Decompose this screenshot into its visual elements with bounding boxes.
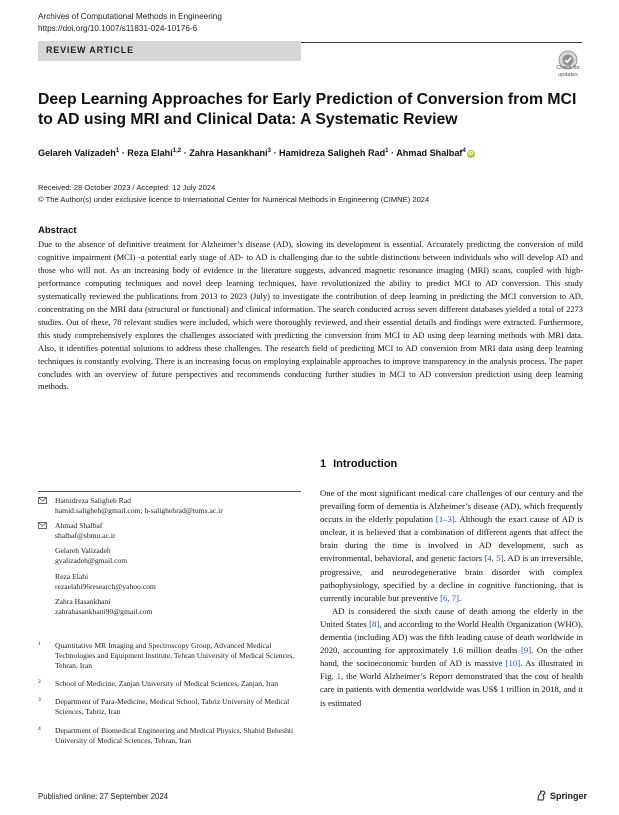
contact-entry (38, 496, 300, 516)
author-name[interactable]: Ahmad Shalbaf (396, 148, 463, 159)
contact-email[interactable]: rezaelahi96research@yahoo.com (55, 581, 156, 591)
orcid-icon[interactable]: iD (468, 151, 474, 158)
published-online-date: Published online: 27 September 2024 (38, 792, 169, 801)
paragraph-text: . As illustrated in Fig. (320, 658, 583, 682)
paragraph-text: One of the most significant medical care challenges of our century and the prevailing form of dementia is Alzheimer’s disease (AD), which frequently occurs in the elderly population (320, 488, 583, 525)
received-accepted-dates: Received: 28 October 2023 / Accepted: 12 July 2024 (38, 183, 216, 192)
citation-link[interactable]: [9] (520, 645, 532, 656)
author-separator: · (183, 148, 187, 159)
paragraph (320, 487, 583, 605)
crossmark-label-line2: updates (558, 71, 578, 78)
author-name[interactable]: Gelareh Valizadeh (38, 148, 116, 159)
paragraph-text: . (458, 592, 462, 603)
citation-link[interactable]: [4, 5] (484, 553, 504, 564)
publisher-logo (536, 790, 587, 801)
publisher-name: Springer (550, 791, 588, 801)
affiliation-entry (38, 641, 300, 671)
journal-header (38, 11, 222, 35)
figure-link[interactable]: 1 (336, 671, 342, 682)
contact-name: Gelareh Valizadeh (55, 546, 111, 556)
article-type-label: REVIEW ARTICLE (46, 45, 134, 55)
affiliation-text: Quantitative MR Imaging and Spectroscopy Group, Advanced Medical Technologies and Equipment Institute, Tehran University of Medical Sciences, Tehran, Iran (55, 641, 295, 671)
citation-link[interactable]: [10] (505, 658, 521, 669)
section-title: Introduction (333, 458, 398, 470)
affiliation-text: School of Medicine, Zanjan University of Medical Sciences, Zanjan, Iran (55, 679, 279, 689)
envelope-icon (38, 522, 47, 529)
paragraph-text: . AD is an irreversible, progressive, and neurodegenerative brain disorder with complex pathophysiology, specified by a decline in cognitive functioning, that is currently incurable but preventive (320, 553, 583, 603)
affiliation-text: Department of Biomedical Engineering and Medical Physics, Shahid Beheshti University of Medical Sciences, Tehran, Iran (55, 725, 294, 745)
contact-name: Ahmad Shalbaf (55, 521, 103, 531)
affiliation-entry (38, 697, 300, 717)
introduction-body (320, 487, 583, 710)
citation-link[interactable]: [1–3] (435, 514, 455, 525)
article-title: Deep Learning Approaches for Early Prediction of Conversion from MCI to AD using MRI and Clinical Data: A Systematic Review (38, 91, 577, 128)
contact-name: Hamidreza Saligheh Rad (55, 496, 131, 505)
abstract-heading: Abstract (38, 225, 77, 236)
citation-link[interactable]: [8] (369, 618, 380, 629)
contact-email[interactable]: hamid.saligheh@gmail.com; h-salighehrad@tums.ac.ir (55, 506, 223, 516)
author-list (38, 148, 583, 158)
author-affil-num: 1 (115, 148, 120, 154)
section-heading (320, 458, 397, 470)
contact-entry (38, 546, 300, 566)
paragraph-text: AD is considered the sixth cause of death among the elderly in the United States (320, 605, 583, 629)
author-separator: · (391, 148, 395, 159)
author-affil-num: 1,2 (172, 148, 182, 154)
contact-email[interactable]: zahrahasankhani90@gmail.com (55, 606, 153, 616)
affiliation-number: 1 (38, 641, 41, 647)
crossmark-label-line1: Check for (556, 65, 580, 71)
contact-entry (38, 521, 300, 541)
contact-name: Zahra Hasankhani (55, 596, 111, 606)
crossmark-label (549, 65, 587, 78)
affiliation-number: 3 (38, 697, 41, 704)
author-separator: · (121, 148, 125, 159)
affiliation-text: Department of Para-Medicine, Medical School, Tabriz University of Medical Sciences, Tabriz, Iran (55, 697, 290, 717)
paragraph-text: , and according to the World Health Organization (WHO), dementia (including AD) was the fifth leading cause of death worldwide in 2020, accounting for approximately 1.6 million deaths (320, 618, 583, 656)
abstract-text: Due to the absence of definitive treatment for Alzheimer’s disease (AD), slowing its development is essential. Accurately predicting the conversion of mild cognitive impairment (MCI) -a potential early stage of AD- to AD is challenging due to the subtle distinctions between individuals who will develop AD and those who will not. As an increasing body of evidence in the literature suggests, advanced magnetic resonance imaging (MRI) scans, coupled with high-performance computing techniques and novel deep learning techniques, have revolutionized the ability to predict MCI to AD conversion. This study systematically reviewed the publications from 2013 to 2023 (July) to investigate the contribution of deep learning in predicting the MCI conversion to AD, concentrating on the MRI data (structural or functional) and clinical information. The search conducted across seven different databases yielded a total of 2273 studies. Out of these, 78 relevant studies were included, which were thoroughly reviewed, and their essential details and findings were extracted. Furthermore, this study comprehensively explores the challenges associated with predicting the conversion from MCI to AD using deep learning methods with MRI data. Also, it identifies potential solutions to address these challenges. The research field of predicting MCI to AD conversion from MRI data using deep learning techniques is constantly evolving. There is an increasing focus on employing explainable approaches to improve transparency in the analysis process. The paper concludes with an overview of future perspectives and recommends conducting further studies in MCI to AD conversion prediction using deep learning methods. (38, 239, 583, 392)
author-affil-num: 3 (267, 148, 271, 154)
contact-email[interactable]: gvalizadeh@gmail.com (55, 556, 128, 566)
contact-entry (38, 572, 300, 592)
publication-dates (38, 182, 429, 206)
author-name[interactable]: Reza Elahi (127, 148, 173, 159)
affiliation-number: 4 (38, 725, 41, 732)
author-separator: · (273, 148, 277, 159)
envelope-icon (38, 497, 47, 504)
affiliation-entry (38, 679, 300, 689)
contact-name: Reza Elahi (55, 571, 89, 581)
paragraph-text: . Although the exact cause of AD is unclear, it is believed that a combination of different agents that affect the brain during the time is involved in AD development, such as environmental, behavioral, and genetic factors (320, 514, 584, 564)
section-number: 1 (320, 458, 327, 470)
paragraph-text: , the World Alzheimer’s Report demonstrated that the cost of health care in patients with dementia worldwide was US$ 1 trillion in 2018, and it is estimated (320, 671, 583, 708)
correspondence-list (38, 496, 300, 622)
paragraph-text: . On the other hand, the socioeconomic burden of AD is massive (320, 645, 583, 669)
author-name[interactable]: Hamidreza Saligheh Rad (279, 148, 386, 159)
paragraph (320, 605, 583, 710)
journal-name: Archives of Computational Methods in Engineering (38, 12, 222, 21)
affiliation-entry (38, 726, 300, 746)
article-type-banner (38, 41, 301, 61)
author-affil-num: 1 (385, 148, 389, 154)
author-affil-num: 4 (462, 148, 466, 154)
footnote-divider (38, 491, 301, 492)
affiliation-list (38, 641, 300, 754)
author-name[interactable]: Zahra Hasankhani (189, 148, 268, 159)
citation-link[interactable]: [6, 7] (440, 592, 459, 603)
affiliation-number: 2 (38, 679, 41, 686)
doi-link[interactable]: https://doi.org/10.1007/s11831-024-10176-6 (38, 24, 198, 33)
contact-email[interactable]: shalbaf@sbmu.ac.ir (55, 531, 116, 541)
header-divider (301, 42, 582, 43)
copyright-notice: © The Author(s) under exclusive licence to International Center for Numerical Methods in Engineering (CIMNE) 2024 (38, 195, 430, 204)
contact-entry (38, 597, 300, 617)
springer-horse-icon (536, 790, 547, 801)
